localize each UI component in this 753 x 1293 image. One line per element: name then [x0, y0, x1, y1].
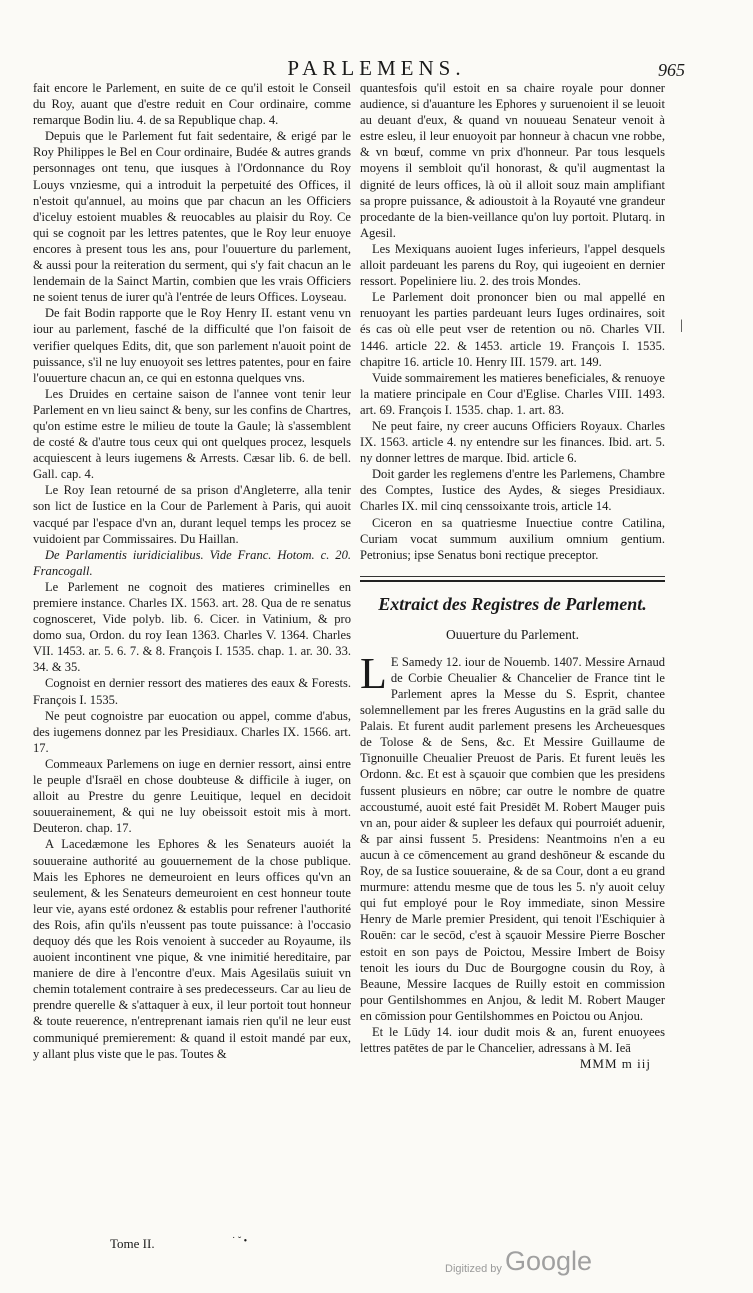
page-number: 965 — [658, 60, 685, 80]
left-column — [33, 80, 351, 1062]
running-header — [0, 56, 753, 82]
paragraph: De fait Bodin rapporte que le Roy Henry II. estant venu vn iour au parlement, fasché de la difficulté que l'on faisoit de verifier quelques Edits, dit, que son parlement n'auoit point de puissance, s'il ne luy enuoyoit ses lettres patentes, pour en faire l'ouuerture chacun an, ce qui en estonna quelques vns. — [33, 306, 351, 385]
volume-label: Tome II. — [110, 1236, 155, 1251]
paragraph: Le Parlement ne cognoit des matieres criminelles en premiere instance. Charles IX. 1563. art. 28. Qua de re senatus cognosceret, Vide polyb. lib. 6. Cicer. in Vatinium, & pro domo sua, Ordon. du roy Iean 1363. Charles V. 1364. Charles VII. 1453. ar. 5. 6. 7. & 8. François I. 1535. chap. 1. ar. 30. 33. 34. & 35. — [33, 579, 351, 675]
right-column — [360, 80, 665, 1072]
paragraph: quantesfois qu'il estoit en sa chaire royale pour donner audience, si d'auanture les Ephores y suruenoient il se leuoit au deuant d'eux, & quand vn nouueau Senateur venoit à estre esleu, il leur enuoyoit par honneur à chacun vne robbe, & vn bœuf, comme vn prix d'honneur. Par tous lesquels moyens il sembloit qu'il honorast, & qu'il augmentast la dignité de leurs offices, là où il alloit souz main amplifiant sa propre puissance, & adioustoit à la Royauté vne grandeur procedante de la bien-veillance qu'on luy portoit. Plutarq. in Agesil. — [360, 81, 665, 240]
section-subtitle: Ouuerture du Parlement. — [445, 626, 580, 642]
extract-paragraph — [360, 648, 665, 1024]
paragraph: Le Roy Iean retourné de sa prison d'Angleterre, alla tenir son lict de Iustice en la Cour de Parlement à Paris, qui auoit vacqué par l'espace d'vn an, durant lequel temps les procez se vuidoient par Commissaires. Du Haillan. — [33, 483, 351, 546]
paragraph: A Lacedæmone les Ephores & les Senateurs auoiét la souueraine authorité au gouuernement de la chose publique. Mais les Ephores ne demeuroient en leurs offices qu'vn an seulement, & les Senateurs demeuroient en cest honneur toute leur vie, ayans esté ordonez & establis pour refrener l'authorité des Rois, afin qu'ils n'eussent pas toute puissance: à l'occasio dequoy dés que les Rois venoient à succeder au Royaume, ils auoient incontinent vne pique, & vne inimitié hereditaire, par maniere de dire à l'encontre d'eux. Mais Agesilaüs suiuit vn chemin totalement contraire à ses predecesseurs. Car au lieu de prendre querelle & s'attaquer à eux, il leur portoit tout honneur & toute reuerence, n'entreprenant iamais rien qu'il ne leur eust communiqué premierement: & quand il estoit mandé par eux, y allant plus viste que le pas. Toutes & — [33, 837, 351, 1061]
paragraph: Depuis que le Parlement fut fait sedentaire, & erigé par le Roy Philippes le Bel en Cour ordinaire, Budée & autres grands personnages ont tenu, que iusques à l'Ordonnance du Roy Louys vnziesme, qui a introduit la perpetuité des Offices, il n'estoit qu'annuel, au moins que par chacun an les Officiers d'iceluy estoient muables & reuocables au plaisir du Roy. Ce qui se cognoit par les lettres patentes, que le Roy leur enuoye encores à present tous les ans, pour l'ouuerture du parlement, & aussi pour la reiteration du serment, qui s'y fait chacun an le lendemain de la Sainct Martin, combien que les vrais Officiers ne soient tenus de iurer qu'à l'entrée de leurs Offices. Loyseau. — [33, 129, 351, 305]
paragraph: Vuide sommairement les matieres beneficiales, & renuoye la matiere principale en Cour d'Eglise. Charles VIII. 1493. art. 69. François I. 1535. chap. 1. art. 83. — [360, 370, 665, 417]
paragraph: Les Mexiquans auoient Iuges inferieurs, l'appel desquels alloit pardeuant les parens du Roy, qui iugeoient en dernier ressort. Popeliniere liu. 2. des trois Mondes. — [360, 241, 665, 289]
digitized-watermark — [445, 1248, 615, 1284]
digitized-label: Digitized by — [445, 1263, 502, 1275]
google-logo: Google — [505, 1246, 593, 1276]
margin-mark: | — [680, 318, 683, 333]
extract-text: E Samedy 12. iour de Nouemb. 1407. Messire Arnaud de Corbie Cheualier & Chancelier de France tint le Parlement apres la Messe du S. Esprit, chantee solemnellement par les freres Augustins en la grād salle du Palais. Et furent audit parlement presens les Archeuesques de Tolose & de Sens, &c. Et Messire Guillaume de Tignonuille Cheualier Preuost de Paris. Et furent leuës les Ordonn. &c. Et est à sçauoir que combien que les presidens fussent plusieurs en nōbre; car outre le nombre de quatre accoustumé, auoit esté fait Presidēt M. Robert Mauger puis vn an, pour aider & supleer les defaux qui pourroiét aduenir, & par ainsi fussent 5. Presidens: Neantmoins n'en a eu aucun à ce cōmencement au grand deshōneur & escande du Roy, de sa Iustice souueraine, & de sa Cour, dont a eu grand murmure: attendu mesme que de tous les 5. n'y auoit celuy qui fut employé pour le Roy immediate, sinon Messire Henry de Marle premier President, qui tenoit l'Eschiquier à Rouēn: car le secōd, c'est à sçauoir Messire Pierre Boscher estoit en son pays de Poictou, Messire Imbert de Boisy tenoit les iours du Duc de Bourgogne cousin du Roy, à Beaune, Messire Iacques de Ruilly estoit en commission pour Gentilshommes en Anjou, & ledit M. Robert Mauger en cōmission pour Gentilshommes en Poictou ou Anjou. — [360, 654, 665, 1023]
paragraph: Doit garder les reglemens d'entre les Parlemens, Chambre des Comptes, Iustice des Aydes, & sieges Presidiaux. Charles IX. mil cinq censsoixante trois, article 14. — [360, 467, 665, 514]
running-title: PARLEMENS. — [287, 56, 466, 80]
signature-mark: MMM m iij — [579, 1056, 651, 1072]
paragraph: Ciceron en sa quatriesme Inuectiue contre Catilina, Curiam vocat summum auxilium omnium gentium. Petronius; ipse Senatus boni rectique preceptor. — [360, 515, 665, 562]
paragraph: Commeaux Parlemens on iuge en dernier ressort, ainsi entre le peuple d'Israël en chose doubteuse & difficile à iuger, on alloit au Prestre du genre Leuitique, lequel en decidoit souuerainement, & qui ne luy obeissoit estoit mis à mort. Deuteron. chap. 17. — [33, 756, 351, 836]
paragraph: Ne peut faire, ny creer aucuns Officiers Royaux. Charles IX. 1563. article 4. ny entendre sur les finances. Ibid. art. 5. ny donner lettres de marque. Ibid. article 6. — [360, 418, 665, 466]
paragraph: fait encore le Parlement, en suite de ce qu'il estoit le Conseil du Roy, auant que d'estre reduit en Cour ordinaire, comme remarque Bodin liu. 4. de sa Republique chap. 4. — [33, 81, 351, 128]
paragraph: Le Parlement doit prononcer bien ou mal appellé en renuoyant les parties pardeuant leurs Iuges ordinaires, soit és cas où elle peut vser de retention ou nō. Charles VII. 1446. article 22. & 1453. article 19. François I. 1535. chapitre 16. article 10. Henry III. 1579. art. 149. — [360, 290, 665, 369]
paragraph: Les Druides en certaine saison de l'annee vont tenir leur Parlement en vn lieu sainct & beny, sur les confins de Chartres, qu'on estime estre le milieu de toute la Gaule; là s'assemblent de costé & d'autre tous ceux qui ont quelques procez, lesquels acquiescent à leurs iugemens & Arrests. Cæsar lib. 6. de bell. Gall. cap. 4. — [33, 386, 352, 482]
section-title: Extraict des Registres de Parlement. — [378, 593, 647, 614]
printer-mark: ˙ ˇ • — [232, 1236, 248, 1247]
paragraph: Cognoist en dernier ressort des matieres des eaux & Forests. François I. 1535. — [33, 676, 351, 707]
section-divider-thick — [360, 580, 665, 582]
paragraph: Ne peut cognoistre par euocation ou appel, comme d'abus, des iugemens donnez par les Presidiaux. Charles IX. 1566. art. 17. — [33, 708, 351, 755]
drop-cap: L — [360, 648, 387, 698]
extract-paragraph: Et le Lūdy 14. iour dudit mois & an, furent enuoyees lettres patētes de par le Chancelier, adressans à M. Ieā — [360, 1024, 665, 1056]
section-divider — [360, 576, 665, 577]
paragraph: De Parlamentis iuridicialibus. Vide Franc. Hotom. c. 20. Francogall. — [33, 547, 351, 578]
